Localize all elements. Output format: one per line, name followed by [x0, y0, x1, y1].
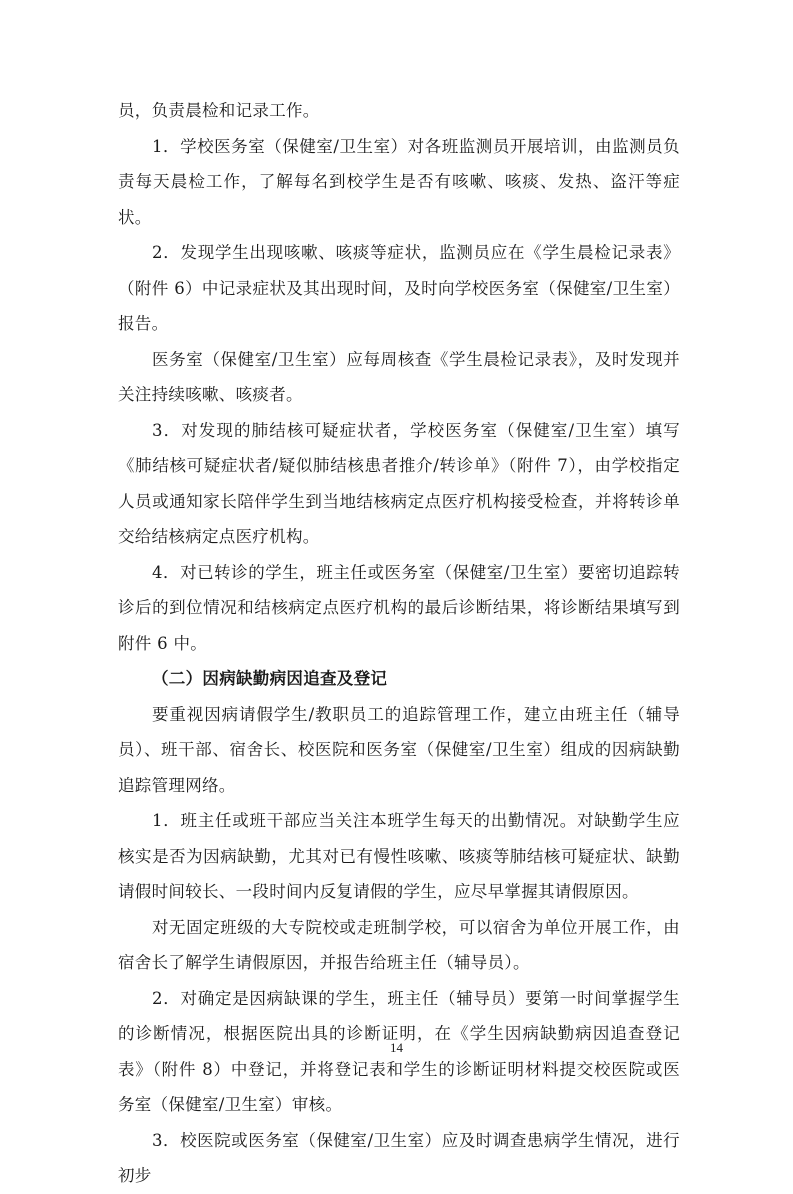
document-body [118, 93, 680, 1194]
paragraph-item-1-training: 1．学校医务室（保健室/卫生室）对各班监测员开展培训，由监测员负责每天晨检工作，了解每名到校学生是否有咳嗽、咳痰、发热、盗汗等症状。 [118, 136, 680, 227]
paragraph-item-3-referral: 3．对发现的肺结核可疑症状者，学校医务室（保健室/卫生室）填写《肺结核可疑症状者/疑似肺结核患者推介/转诊单》（附件 7），由学校指定人员或通知家长陪伴学生到当地结核病定点医疗机构接受检查，并将转诊单交给结核病定点医疗机构。 [118, 420, 680, 546]
section-heading: （二）因病缺勤病因追查及登记 [152, 669, 388, 688]
paragraph-item-2-recording: 2．发现学生出现咳嗽、咳痰等症状，监测员应在《学生晨检记录表》（附件 6）中记录症状及其出现时间，及时向学校医务室（保健室/卫生室）报告。 [118, 243, 680, 333]
paragraph-item-1-attendance: 1．班主任或班干部应当关注本班学生每天的出勤情况。对缺勤学生应核实是否为因病缺勤，尤其对已有慢性咳嗽、咳痰等肺结核可疑症状、缺勤请假时间较长、一段时间内反复请假的学生，应尽早掌握其请假原因。 [118, 811, 680, 901]
paragraph-item-2-registration: 2．对确定是因病缺课的学生，班主任（辅导员）要第一时间掌握学生的诊断情况，根据医院出具的诊断证明，在《学生因病缺勤病因追查登记表》（附件 8）中登记，并将登记表和学生的诊断证明材料提交校医院或医务室（保健室/卫生室）审核。 [118, 988, 680, 1114]
paragraph-weekly-check: 医务室（保健室/卫生室）应每周核查《学生晨检记录表》，及时发现并关注持续咳嗽、咳痰者。 [118, 349, 680, 404]
paragraph-continuation: 员，负责晨检和记录工作。 [118, 101, 320, 120]
paragraph-item-3-investigation: 3．校医院或医务室（保健室/卫生室）应及时调查患病学生情况，进行初步 [118, 1130, 680, 1185]
paragraph-item-4-tracking: 4．对已转诊的学生，班主任或医务室（保健室/卫生室）要密切追踪转诊后的到位情况和结核病定点医疗机构的最后诊断结果，将诊断结果填写到附件 6 中。 [118, 562, 680, 653]
page-number: 14 [390, 1040, 403, 1055]
paragraph-dormitory-unit: 对无固定班级的大专院校或走班制学校，可以宿舍为单位开展工作，由宿舍长了解学生请假原因，并报告给班主任（辅导员）。 [118, 917, 680, 972]
paragraph-absence-network: 要重视因病请假学生/教职员工的追踪管理工作，建立由班主任（辅导员）、班干部、宿舍长、校医院和医务室（保健室/卫生室）组成的因病缺勤追踪管理网络。 [118, 704, 680, 795]
